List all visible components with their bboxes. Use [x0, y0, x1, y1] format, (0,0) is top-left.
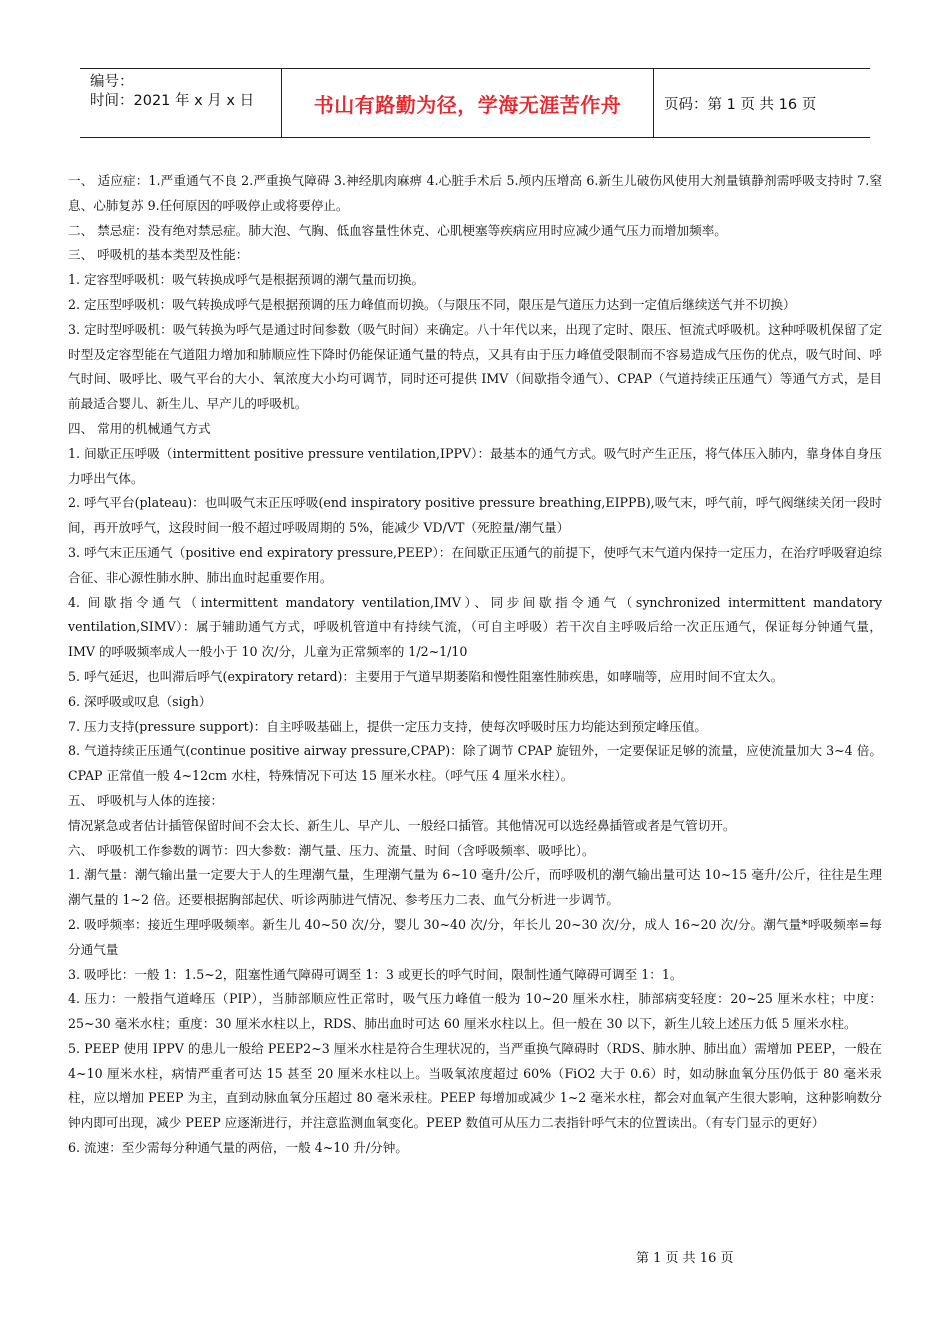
section-2-contraindications: 二、 禁忌症：没有绝对禁忌症。肺大泡、气胸、低血容量性休克、心肌梗塞等疾病应用时应减少通气压力而增加频率。 — [68, 222, 727, 238]
paragraph: 1. 定容型呼吸机：吸气转换成呼气是根据预调的潮气量而切换。 — [68, 272, 425, 288]
page-footer: 第 1 页 共 16 页 — [636, 1251, 734, 1266]
paragraph: 4. 间歇指令通气（intermittent mandatory ventilation,IMV）、同步间歇指令通气（synchronized intermittent mandatory ventilation,SIMV）：属于辅助通气方式，呼吸机管道中有持续气流，（可自主呼吸）若干次自主呼吸后给一次正压通气，保证每分钟通气量，IMV 的呼吸频率成人一般小于 10 次/分，儿童为正常频率的 1/2~1/10 — [68, 594, 882, 660]
paragraph: 2. 呼气平台(plateau)：也叫吸气末正压呼吸(end inspiratory positive pressure breathing,EIPPB),吸气末，呼气前，呼气阀继续关闭一段时间，再开放呼气，这段时间一般不超过呼吸周期的 5%，能减少 VD/VT（死腔量/潮气量） — [68, 495, 882, 536]
page-indicator: 页码：第 1 页 共 16 页 — [664, 96, 817, 113]
document-body — [68, 169, 882, 1161]
paragraph: 5. 呼气延迟，也叫滞后呼气(expiratory retard)：主要用于气道早期萎陷和慢性阻塞性肺疾患，如哮喘等，应用时间不宜太久。 — [68, 668, 784, 684]
paragraph: 3. 吸呼比：一般 1：1.5~2，阻塞性通气障碍可调至 1：3 或更长的呼气时间，限制性通气障碍可调至 1：1。 — [68, 966, 683, 982]
paragraph: 7. 压力支持(pressure support)：自主呼吸基础上，提供一定压力支持，使每次呼吸时压力均能达到预定峰压值。 — [68, 718, 708, 734]
doc-number-label: 编号： — [90, 74, 134, 90]
section-5-heading: 五、 呼吸机与人体的连接： — [68, 792, 224, 808]
section-3-heading: 三、 呼吸机的基本类型及性能： — [68, 247, 249, 263]
section-6-heading: 六、 呼吸机工作参数的调节：四大参数：潮气量、压力、流量、时间（含呼吸频率、吸呼比）。 — [68, 842, 595, 858]
paragraph: 4. 压力：一般指气道峰压（PIP），当肺部顺应性正常时，吸气压力峰值一般为 10~20 厘米水柱，肺部病变轻度：20~25 厘米水柱；中度：25~30 毫米水柱；重度：30 厘米水柱以上，RDS、肺出血时可达 60 厘米水柱以上。但一般在 30 以下，新生儿较上述压力低 5 厘米水柱。 — [68, 991, 882, 1032]
page-header — [80, 68, 870, 138]
paragraph: 2. 吸呼频率：接近生理呼吸频率。新生儿 40~50 次/分，婴儿 30~40 次/分，年长儿 20~30 次/分，成人 16~20 次/分。潮气量*呼吸频率=每分通气量 — [68, 916, 882, 957]
paragraph: 8. 气道持续正压通气(continue positive airway pressure,CPAP)：除了调节 CPAP 旋钮外，一定要保证足够的流量，应使流量加大 3~4 倍。CPAP 正常值一般 4~12cm 水柱，特殊情况下可达 15 厘米水柱。（呼气压 4 厘米水柱）。 — [68, 743, 882, 784]
header-motto-cell — [282, 69, 654, 137]
paragraph: 3. 定时型呼吸机：吸气转换为呼气是通过时间参数（吸气时间）来确定。八十年代以来，出现了定时、限压、恒流式呼吸机。这种呼吸机保留了定时型及定容型能在气道阻力增加和肺顺应性下降时仍能保证通气量的特点，又具有由于压力峰值受限制而不容易造成气压伤的优点，吸气时间、呼气时间、吸呼比、吸气平台的大小、氧浓度大小均可调节，同时还可提供 IMV（间歇指令通气）、CPAP（气道持续正压通气）等通气方式，是目前最适合婴儿、新生儿、早产儿的呼吸机。 — [68, 321, 882, 412]
header-page-cell — [654, 69, 870, 137]
paragraph: 6. 深呼吸或叹息（sigh） — [68, 693, 212, 709]
header-meta — [80, 69, 282, 137]
header-motto: 书山有路勤为径，学海无涯苦作舟 — [313, 92, 622, 117]
doc-time-label: 时间：2021 年 x 月 x 日 — [90, 93, 255, 109]
paragraph: 6. 流速：至少需每分种通气量的两倍，一般 4~10 升/分钟。 — [68, 1140, 408, 1156]
paragraph: 3. 呼气末正压通气（positive end expiratory pressure,PEEP）：在间歇正压通气的前提下，使呼气末气道内保持一定压力，在治疗呼吸窘迫综合征、非心源性肺水肿、肺出血时起重要作用。 — [68, 544, 882, 585]
paragraph: 5. PEEP 使用 IPPV 的患儿一般给 PEEP2~3 厘米水柱是符合生理状况的，当严重换气障碍时（RDS、肺水肿、肺出血）需增加 PEEP，一般在 4~10 厘米水柱，病情严重者可达 15 甚至 20 厘米水柱以上。当吸氧浓度超过 60%（FiO2 大于 0.6）时，如动脉血氧分压仍低于 80 毫米汞柱，应以增加 PEEP 为主，直到动脉血氧分压超过 80 毫米汞柱。PEEP 每增加或减少 1~2 毫米水柱，都会对血氧产生很大影响，这种影响数分钟内即可出现，减少 PEEP 应逐渐进行，并注意监测血氧变化。PEEP 数值可从压力二表指针呼气末的位置读出。（有专门显示的更好） — [68, 1040, 882, 1131]
paragraph: 2. 定压型呼吸机：吸气转换成呼气是根据预调的压力峰值而切换。（与限压不同，限压是气道压力达到一定值后继续送气并不切换） — [68, 296, 796, 312]
section-1-indications: 一、 适应症：1.严重通气不良 2.严重换气障碍 3.神经肌肉麻痹 4.心脏手术后 5.颅内压增高 6.新生儿破伤风使用大剂量镇静剂需呼吸支持时 7.窒息、心肺复苏 9.任何原因的呼吸停止或将要停止。 — [68, 173, 882, 213]
section-4-heading: 四、 常用的机械通气方式 — [68, 420, 211, 436]
paragraph: 情况紧急或者估计插管保留时间不会太长、新生儿、早产儿、一般经口插管。其他情况可以选经鼻插管或者是气管切开。 — [68, 817, 736, 833]
paragraph: 1. 间歇正压呼吸（intermittent positive pressure ventilation,IPPV）：最基本的通气方式。吸气时产生正压，将气体压入肺内，靠身体自身压力呼出气体。 — [68, 445, 882, 486]
paragraph: 1. 潮气量：潮气输出量一定要大于人的生理潮气量，生理潮气量为 6~10 毫升/公斤，而呼吸机的潮气输出量可达 10~15 毫升/公斤，往往是生理潮气量的 1~2 倍。还要根据胸部起伏、听诊两肺进气情况、参考压力二表、血气分析进一步调节。 — [68, 867, 882, 908]
